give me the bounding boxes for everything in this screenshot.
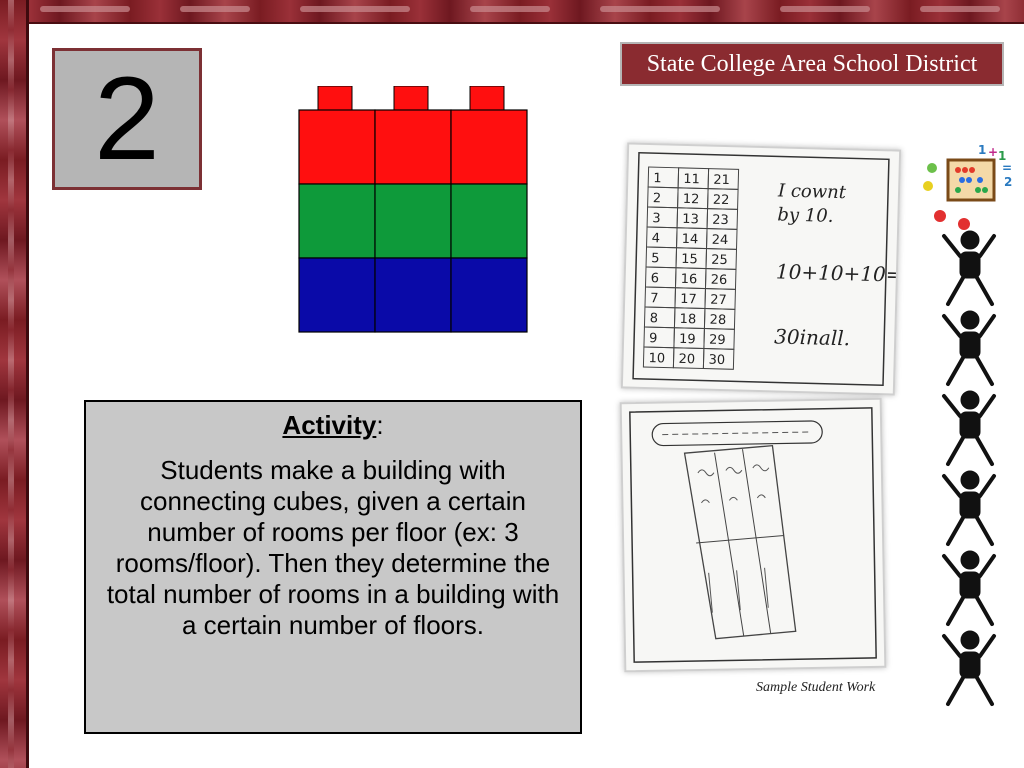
table-cell-value: 20 bbox=[678, 351, 696, 368]
acrobat-figure-icon bbox=[944, 551, 994, 624]
table-cell-value: 26 bbox=[710, 272, 728, 289]
acrobat-kids-abacus-icon bbox=[918, 140, 1018, 730]
cube-stud bbox=[470, 86, 504, 110]
student-work-sheet-2-drawing bbox=[622, 400, 885, 670]
student-work-caption: Sample Student Work bbox=[756, 680, 876, 695]
math-result: 2 bbox=[1004, 175, 1013, 189]
table-cell-value: 14 bbox=[681, 231, 699, 248]
cube-room bbox=[451, 184, 527, 258]
left-border-frame bbox=[0, 0, 29, 768]
cube-stud bbox=[318, 86, 352, 110]
district-banner bbox=[620, 42, 1004, 86]
table-cell-value: 15 bbox=[681, 251, 698, 268]
table-cell-value: 23 bbox=[712, 212, 729, 229]
math-digit-2: 1 bbox=[998, 149, 1007, 163]
cube-building bbox=[298, 86, 530, 334]
district-banner-text: State College Area School District bbox=[646, 50, 978, 77]
student-count-table bbox=[643, 167, 738, 369]
table-cell-value: 16 bbox=[680, 271, 698, 288]
table-cell-value: 28 bbox=[709, 312, 727, 329]
table-cell-value: 29 bbox=[708, 332, 726, 349]
student-work-sheet-1 bbox=[621, 142, 901, 395]
table-cell-value: 9 bbox=[648, 331, 658, 347]
table-cell-value: 19 bbox=[678, 331, 696, 348]
acrobat-figure-icon bbox=[944, 231, 994, 304]
activity-heading: Activity bbox=[282, 410, 377, 440]
cube-room bbox=[299, 258, 375, 332]
cube-room bbox=[299, 110, 375, 184]
cube-stud bbox=[394, 86, 428, 110]
cube-room bbox=[451, 258, 527, 332]
table-cell-value: 10 bbox=[648, 351, 666, 367]
slide-number-box bbox=[52, 48, 202, 190]
table-cell-value: 2 bbox=[652, 191, 662, 207]
student-handwritten-note bbox=[773, 180, 899, 351]
cube-room bbox=[299, 184, 375, 258]
table-cell-value: 8 bbox=[649, 311, 659, 327]
cube-room bbox=[451, 110, 527, 184]
student-work-sheet-2 bbox=[620, 398, 887, 673]
math-plus: + bbox=[988, 145, 999, 159]
table-cell-value: 24 bbox=[711, 232, 729, 249]
acrobat-figure-icon bbox=[944, 311, 994, 384]
table-cell-value: 5 bbox=[651, 251, 660, 267]
top-border-frame bbox=[0, 0, 1024, 24]
note-line: 10+10+10= bbox=[775, 259, 900, 287]
table-cell-value: 7 bbox=[649, 291, 659, 307]
table-cell-value: 12 bbox=[682, 191, 700, 208]
math-equals: = bbox=[1002, 161, 1013, 175]
acrobat-figure-icon bbox=[944, 631, 994, 704]
table-cell-value: 6 bbox=[650, 271, 660, 287]
math-digit-1: 1 bbox=[978, 143, 987, 157]
table-cell-value: 30 bbox=[708, 352, 726, 369]
table-cell-value: 17 bbox=[679, 291, 697, 308]
table-cell-value: 11 bbox=[683, 171, 701, 188]
table-cell-value: 13 bbox=[682, 211, 700, 228]
table-cell-value: 22 bbox=[712, 192, 730, 209]
table-cell-value: 3 bbox=[652, 211, 661, 227]
table-cell-value: 21 bbox=[713, 172, 731, 189]
note-line: 30inall. bbox=[773, 324, 851, 351]
table-cell-value: 1 bbox=[653, 171, 662, 187]
activity-heading-colon: : bbox=[376, 410, 384, 440]
cube-room bbox=[375, 110, 451, 184]
cube-room bbox=[375, 184, 451, 258]
table-cell-value: 25 bbox=[711, 252, 728, 269]
activity-description: Students make a building with connecting cubes, given a certain number of rooms per floor (ex: 3 rooms/floor). Then they determine the total number of rooms in a building with a certain number of floors. bbox=[106, 455, 560, 640]
table-cell-value: 27 bbox=[709, 292, 727, 309]
cube-room bbox=[375, 258, 451, 332]
slide-number: 2 bbox=[94, 53, 160, 185]
student-work-sheet-1-drawing bbox=[623, 145, 899, 394]
activity-box bbox=[84, 400, 582, 734]
acrobat-figure-icon bbox=[944, 471, 994, 544]
note-line: I cownt bbox=[777, 180, 847, 204]
table-cell-value: 4 bbox=[651, 231, 661, 247]
table-cell-value: 18 bbox=[679, 311, 697, 328]
note-line: by 10. bbox=[777, 204, 834, 227]
acrobat-figure-icon bbox=[944, 391, 994, 464]
